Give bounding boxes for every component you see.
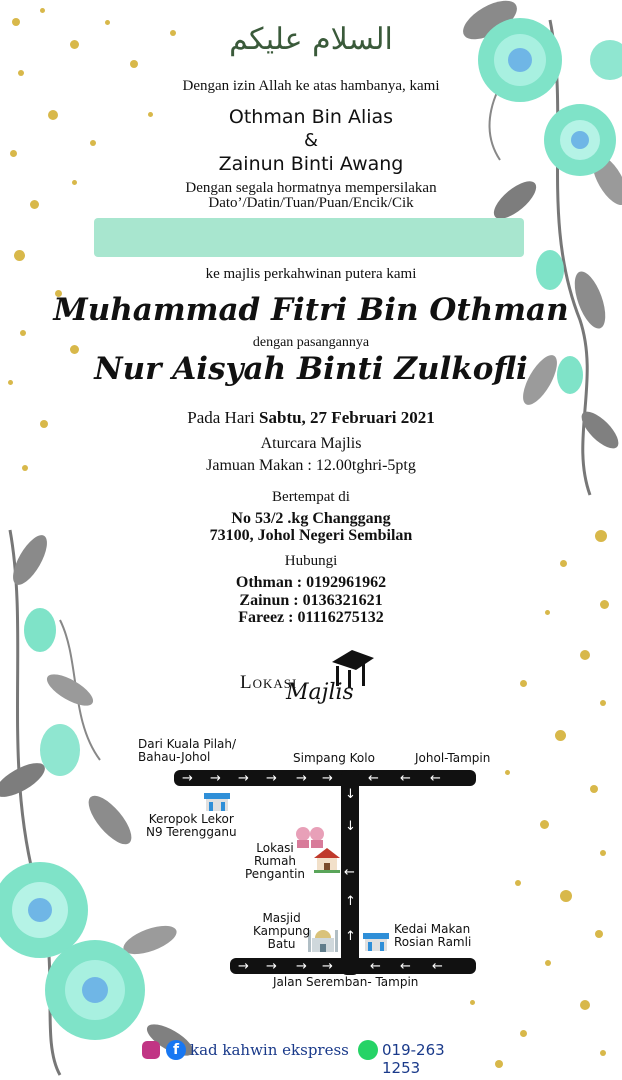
contact-3[interactable]: Fareez : 01116275132 [238,609,384,626]
venue-label: Bertempat di [272,489,350,505]
event-date [0,408,622,428]
jamuan-time: Jamuan Makan : 12.00tghri-5ptg [206,457,416,474]
restaurant-icon [362,932,390,952]
with-text: dengan pasangannya [252,335,370,350]
invite-line-2: Dato’/Datin/Tuan/Puan/Encik/Cik [208,195,414,211]
location-title-word1: Lokasi [240,672,298,693]
event-date-prefix: Pada Hari [187,408,260,427]
shop-icon [203,792,231,812]
address-line-2: 73100, Johol Negeri Sembilan [209,527,413,544]
contact-2[interactable]: Zainun : 0136321621 [239,592,383,609]
label-keropok: Keropok Lekor N9 Terengganu [146,812,237,839]
guest-name-box[interactable] [94,218,524,257]
label-jalan-seremban: Jalan Seremban- Tampin [273,975,419,989]
mosque-icon [306,924,340,954]
footer-phone[interactable]: 019-263 1253 [382,1041,445,1077]
invite-line-1: Dengan segala hormatnya mempersilakan [185,180,437,196]
ampersand: & [303,130,319,151]
label-masjid: Masjid Kampung Batu [253,911,311,951]
label-from-kuala-pilah: Dari Kuala Pilah/ Bahau-Johol [138,737,237,764]
footer-bar [142,1040,482,1077]
bride-name: Nur Aisyah Binti Zulkofli [94,351,528,387]
social-handle[interactable]: kad kahwin ekspress [190,1041,349,1059]
label-lokasi-rumah: Lokasi Rumah Pengantin [245,841,306,881]
groom-name: Muhammad Fitri Bin Othman [53,292,569,328]
contact-label: Hubungi [284,553,338,569]
location-title-word2: Majlis [286,680,354,705]
whatsapp-icon[interactable] [358,1040,378,1060]
address-line-1: No 53/2 .kg Changgang [231,510,391,527]
event-date-bold: Sabtu, 27 Februari 2021 [259,408,435,427]
salam-calligraphy: السلام عليكم [229,22,393,57]
location-title [240,648,390,713]
facebook-icon[interactable]: f [166,1040,186,1060]
label-simpang-kolo: Simpang Kolo [293,751,375,765]
couple-lead-text: ke majlis perkahwinan putera kami [205,266,417,282]
instagram-icon[interactable] [142,1041,160,1059]
intro-text: Dengan izin Allah ke atas hambanya, kami [182,78,440,94]
parent-name-2: Zainun Binti Awang [218,153,404,175]
label-kedai-makan: Kedai Makan Rosian Ramli [394,922,472,949]
label-johol-tampin: Johol-Tampin [415,751,491,765]
house-icon [312,846,342,874]
parent-name-1: Othman Bin Alias [228,106,394,128]
aturcara-label: Aturcara Majlis [260,435,362,452]
contact-1[interactable]: Othman : 0192961962 [235,574,387,591]
